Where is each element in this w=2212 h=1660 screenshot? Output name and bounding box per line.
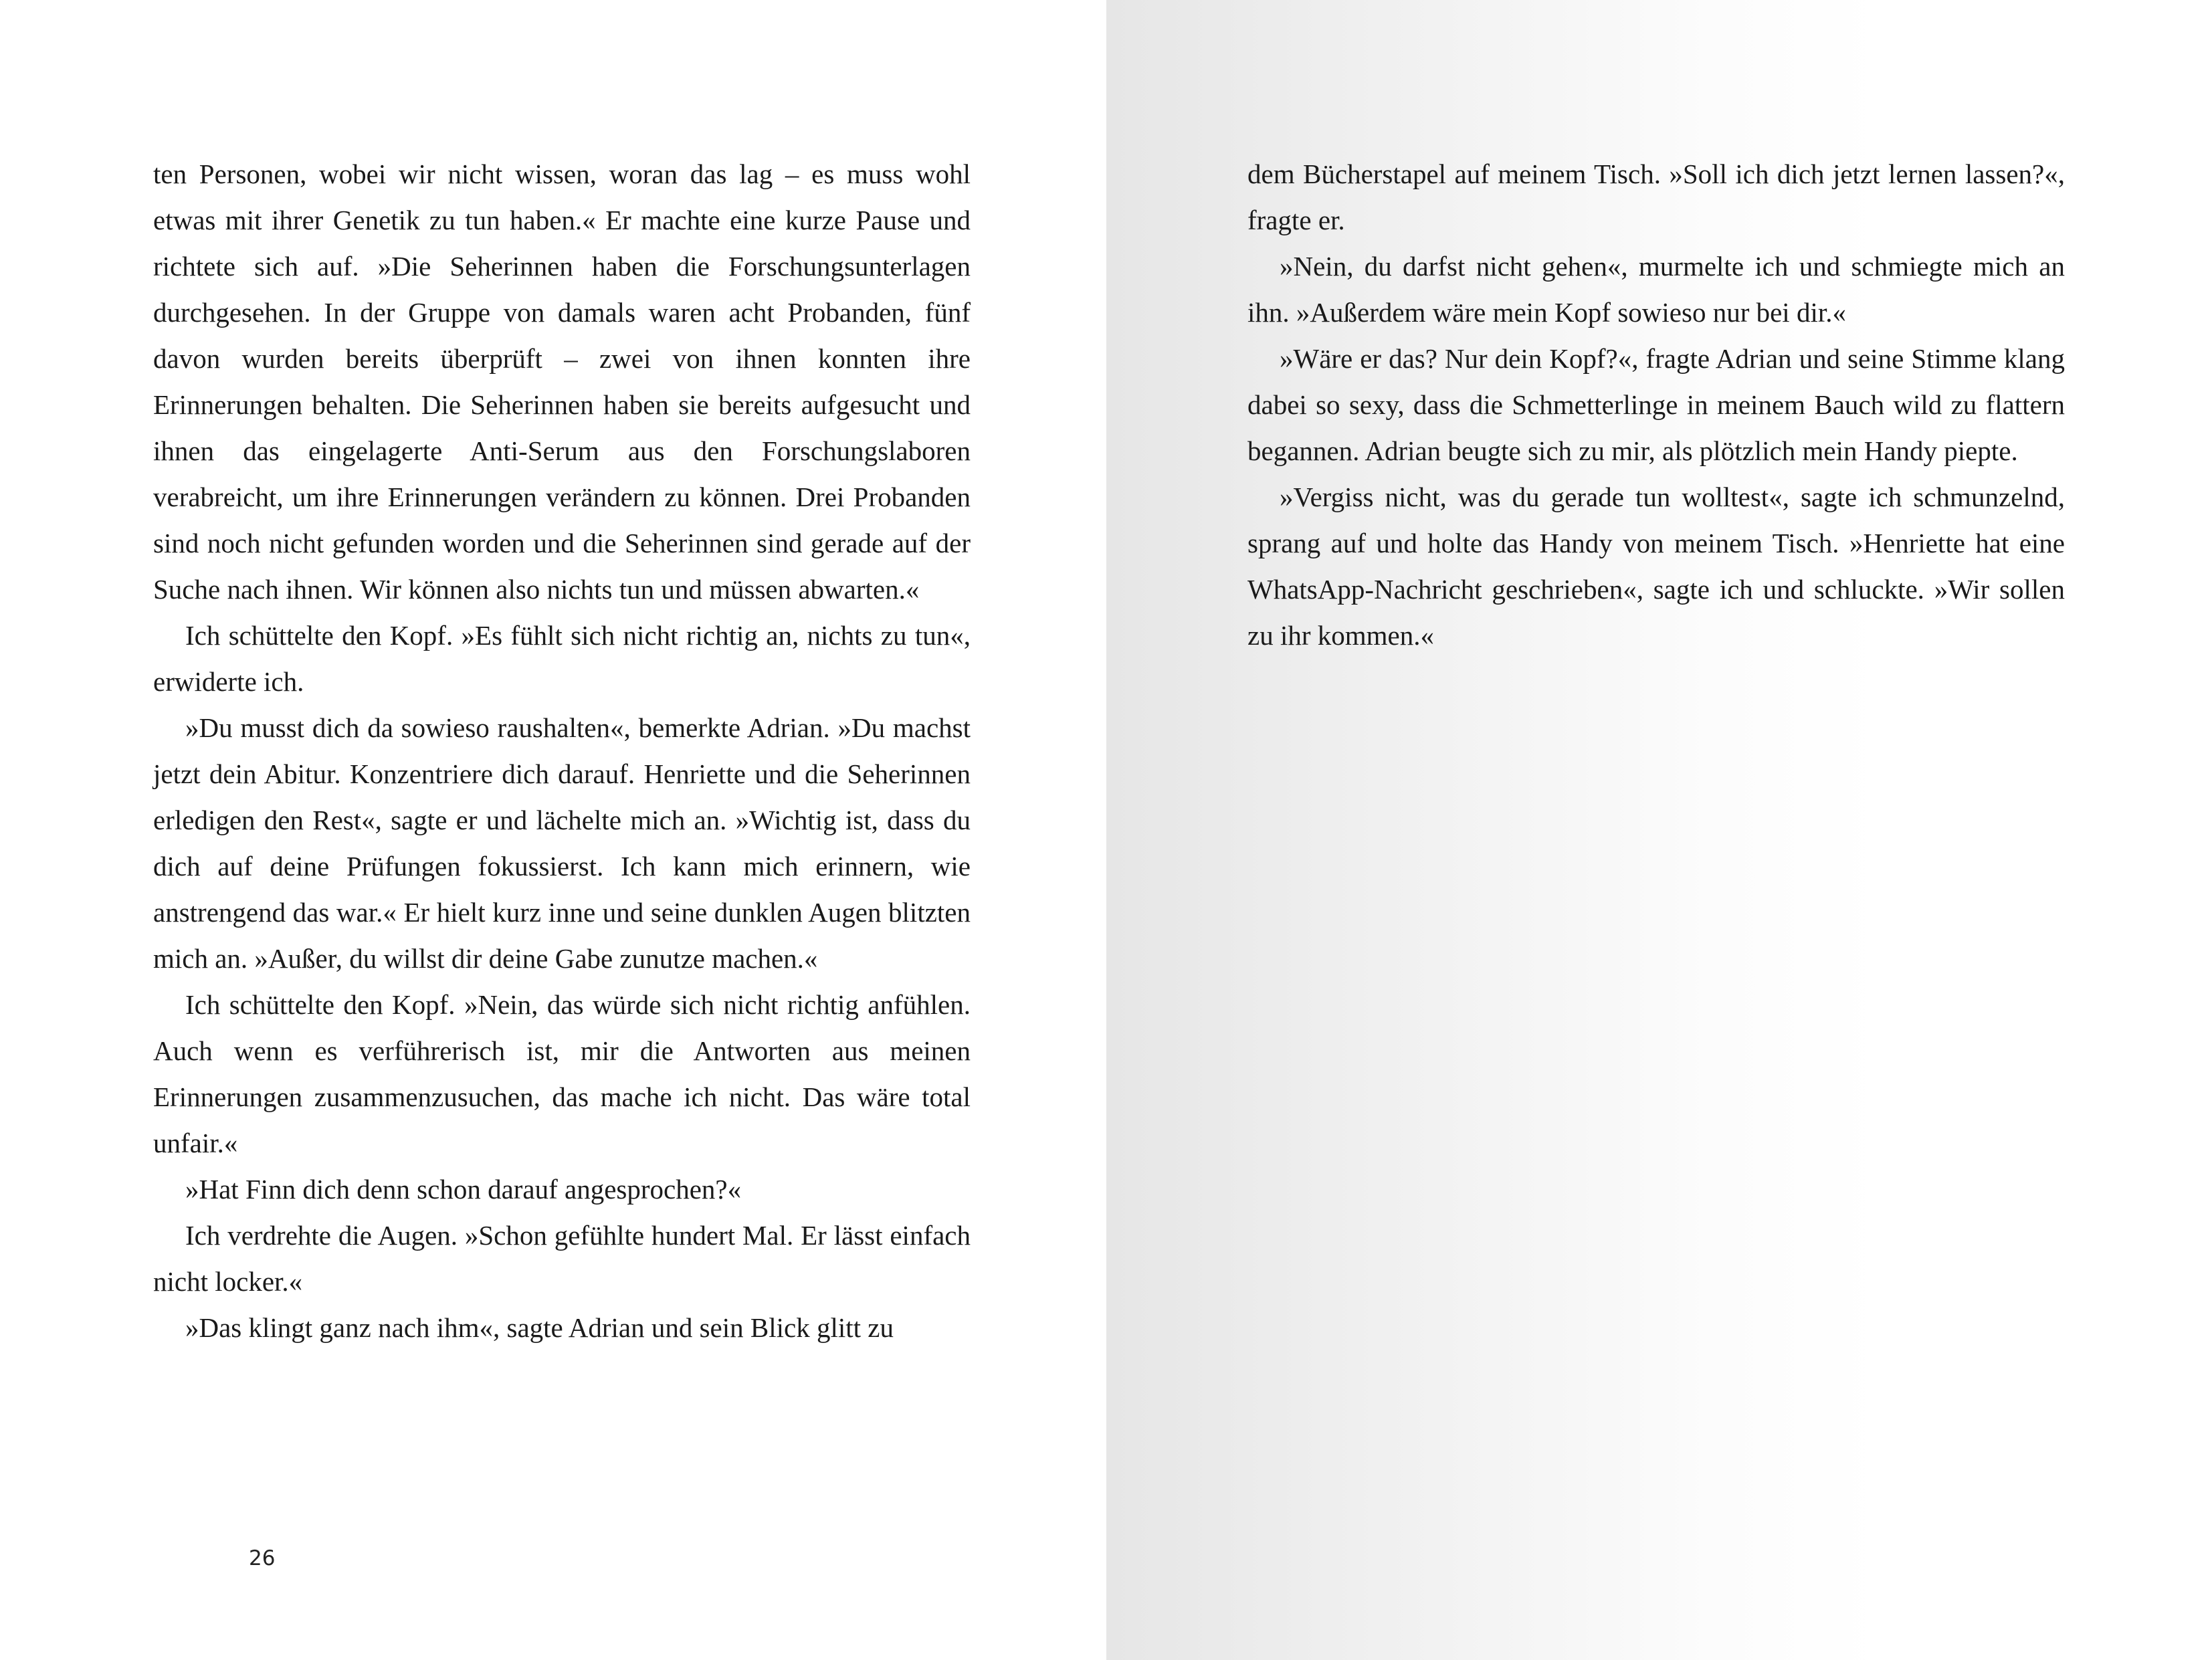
paragraph: Ich verdrehte die Augen. »Schon gefühlte hundert Mal. Er lässt einfach nicht locker.« xyxy=(153,1220,971,1297)
paragraph: ten Personen, wobei wir nicht wissen, woran das lag – es muss wohl etwas mit ihrer Genetik zu tun haben.« Er machte eine kurze Pause und richtete sich auf. »Die Seherinnen haben die Forschungsunterlagen durchgesehen. In der Gruppe von damals waren acht Probanden, fünf davon wurden bereits überprüft – zwei von ihnen konnten ihre Erinnerungen behalten. Die Seherinnen haben sie bereits aufgesucht und ihnen das eingelagerte Anti-Serum aus den Forschungslaboren verabreicht, um ihre Erinnerungen verändern zu können. Drei Probanden sind noch nicht gefunden worden und die Seherinnen sind gerade auf der Suche nach ihnen. Wir können also nichts tun und müssen abwarten.« xyxy=(153,159,971,605)
paragraph: »Nein, du darfst nicht gehen«, murmelte ich und schmiegte mich an ihn. »Außerdem wäre mein Kopf sowieso nur bei dir.« xyxy=(1247,251,2065,328)
paragraph: »Hat Finn dich denn schon darauf angesprochen?« xyxy=(185,1174,742,1205)
page-number: 26 xyxy=(249,1546,276,1570)
paragraph: Ich schüttelte den Kopf. »Es fühlt sich nicht richtig an, nichts zu tun«, erwiderte ich. xyxy=(153,620,971,697)
paragraph: »Vergiss nicht, was du gerade tun wolltest«, sagte ich schmunzelnd, sprang auf und holte das Handy von meinem Tisch. »Henriette hat eine WhatsApp-Nachricht geschrieben«, sagte ich und schluckte. »Wir sollen zu ihr kommen.« xyxy=(1247,482,2065,651)
right-page xyxy=(1106,0,2212,1660)
right-page-text xyxy=(1247,151,2065,659)
paragraph: »Du musst dich da sowieso raushalten«, bemerkte Adrian. »Du machst jetzt dein Abitur. Konzentriere dich darauf. Henriette und die Seherinnen erledigen den Rest«, sagte er und lächelte mich an. »Wichtig ist, dass du dich auf deine Prüfungen fokussierst. Ich kann mich erinnern, wie anstrengend das war.« Er hielt kurz inne und seine dunklen Augen blitzten mich an. »Außer, du willst dir deine Gabe zunutze machen.« xyxy=(153,712,971,974)
paragraph: »Wäre er das? Nur dein Kopf?«, fragte Adrian und seine Stimme klang dabei so sexy, dass die Schmetterlinge in meinem Bauch wild zu flattern begannen. Adrian beugte sich zu mir, als plötzlich mein Handy piepte. xyxy=(1247,343,2065,466)
paragraph: »Das klingt ganz nach ihm«, sagte Adrian und sein Blick glitt zu xyxy=(185,1312,894,1343)
paragraph: Ich schüttelte den Kopf. »Nein, das würde sich nicht richtig anfühlen. Auch wenn es verführerisch ist, mir die Antworten aus meinen Erinnerungen zusammenzusuchen, das mache ich nicht. Das wäre total unfair.« xyxy=(153,989,971,1158)
paragraph: dem Bücherstapel auf meinem Tisch. »Soll ich dich jetzt lernen lassen?«, fragte er. xyxy=(1247,159,2065,235)
left-page-text xyxy=(153,151,971,1351)
